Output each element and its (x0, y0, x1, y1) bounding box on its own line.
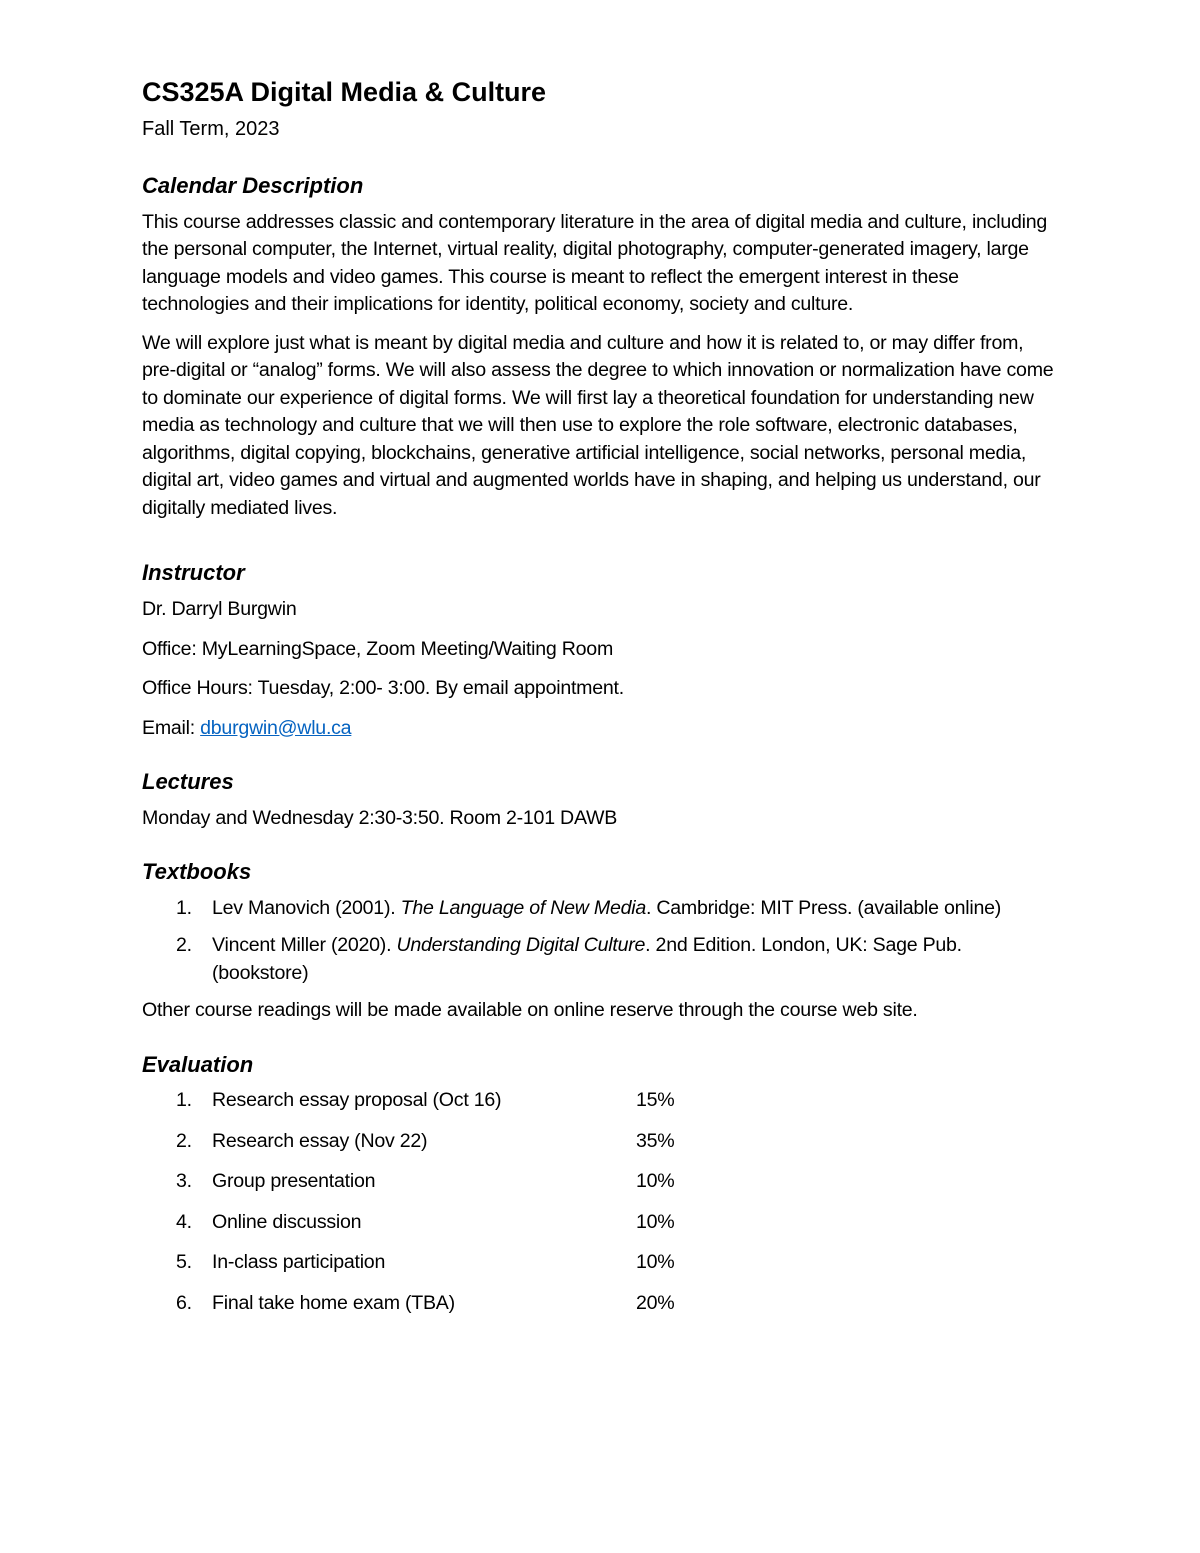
evaluation-label: Group presentation (212, 1170, 376, 1193)
evaluation-heading: Evaluation (142, 1051, 254, 1077)
lectures-schedule: Monday and Wednesday 2:30-3:50. Room 2-101 DAWB (142, 806, 618, 829)
evaluation-number: 3. (176, 1170, 192, 1193)
evaluation-row (142, 1168, 1060, 1209)
evaluation-weight: 10% (636, 1251, 675, 1274)
evaluation-list (142, 1087, 1060, 1330)
calendar-paragraph-2: We will explore just what is meant by digital media and culture and how it is related to, or may differ from, pre-digital or “analog” forms. We will also assess the degree to which innovation or normalization have come to dominate our experience of digital forms. We will first lay a theoretical foundation for understanding new media as technology and culture that we will then use to explore the role software, electronic databases, algorithms, digital copying, blockchains, generative artificial intelligence, social networks, personal media, digital art, video games and virtual and augmented worlds have in shaping, and helping us understand, our digitally mediated lives. (142, 331, 1054, 519)
calendar-description-heading: Calendar Description (142, 173, 364, 199)
instructor-email-link[interactable]: dburgwin@wlu.ca (200, 716, 352, 739)
textbook-author: Vincent Miller (2020). (212, 934, 397, 957)
evaluation-row (142, 1209, 1060, 1250)
instructor-hours: Office Hours: Tuesday, 2:00- 3:00. By email appointment. (142, 677, 624, 700)
textbook-details: . 2nd Edition. London, UK: Sage Pub. (bookstore) (212, 934, 962, 984)
textbooks-note: Other course readings will be made available on online reserve through the course web site. (142, 999, 918, 1022)
evaluation-row (142, 1290, 1060, 1331)
lectures-heading: Lectures (142, 769, 234, 795)
instructor-name: Dr. Darryl Burgwin (142, 598, 297, 621)
evaluation-weight: 10% (636, 1170, 675, 1193)
evaluation-row (142, 1128, 1060, 1169)
instructor-heading: Instructor (142, 560, 245, 586)
evaluation-label: Online discussion (212, 1210, 362, 1233)
evaluation-label: Research essay (Nov 22) (212, 1129, 428, 1152)
email-label: Email: (142, 716, 201, 739)
evaluation-weight: 15% (636, 1089, 675, 1112)
evaluation-label: In-class participation (212, 1251, 386, 1274)
calendar-paragraph-1: This course addresses classic and contemporary literature in the area of digital media and culture, including the personal computer, the Internet, virtual reality, digital photography, computer-generated imagery, large language models and video games. This course is meant to reflect the emergent interest in these technologies and their implications for identity, political economy, society and culture. (142, 210, 1048, 316)
evaluation-number: 1. (176, 1089, 192, 1112)
evaluation-label: Final take home exam (TBA) (212, 1291, 455, 1314)
textbook-item (142, 932, 1060, 987)
textbooks-heading: Textbooks (142, 859, 252, 885)
evaluation-row (142, 1249, 1060, 1290)
textbook-title: Understanding Digital Culture (396, 934, 646, 957)
evaluation-weight: 35% (636, 1129, 675, 1152)
evaluation-weight: 20% (636, 1291, 675, 1314)
evaluation-number: 4. (176, 1210, 192, 1233)
textbook-number: 2. (176, 934, 192, 957)
evaluation-weight: 10% (636, 1210, 675, 1233)
evaluation-label: Research essay proposal (Oct 16) (212, 1089, 502, 1112)
textbook-item (142, 895, 1060, 923)
evaluation-number: 5. (176, 1251, 192, 1274)
evaluation-row (142, 1087, 1060, 1128)
instructor-office: Office: MyLearningSpace, Zoom Meeting/Waiting Room (142, 637, 614, 660)
course-title: CS325A Digital Media & Culture (142, 77, 547, 107)
course-term: Fall Term, 2023 (142, 118, 280, 141)
textbook-title: The Language of New Media (400, 896, 646, 919)
instructor-email-line (142, 715, 1060, 743)
evaluation-number: 2. (176, 1129, 192, 1152)
textbook-number: 1. (176, 896, 192, 919)
textbook-list (142, 895, 1060, 988)
textbook-author: Lev Manovich (2001). (212, 896, 401, 919)
evaluation-number: 6. (176, 1291, 192, 1314)
textbook-details: . Cambridge: MIT Press. (available online) (646, 896, 1002, 919)
